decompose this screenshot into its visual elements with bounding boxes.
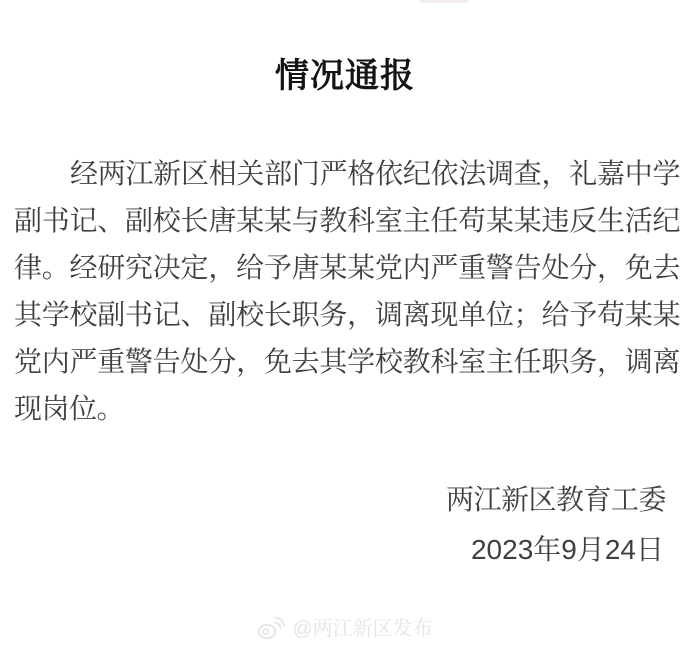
issuer-signature: 两江新区教育工委 <box>445 484 666 515</box>
notice-body-line: 其学校副书记、副校长职务，调离现单位；给予苟某某 <box>14 299 680 330</box>
notice-body-line: 律。经研究决定，给予唐某某党内严重警告处分，免去 <box>14 252 680 283</box>
notice-body-line: 党内严重警告处分，免去其学校教科室主任职务，调离 <box>14 346 680 377</box>
notice-body <box>14 150 680 432</box>
issue-date: 2023年9月24日 <box>470 534 664 565</box>
watermark <box>0 612 690 641</box>
notice-title: 情况通报 <box>275 57 415 95</box>
weibo-logo-icon <box>257 614 285 640</box>
notice-body-line: 经两江新区相关部门严格依纪依法调查，礼嘉中学 <box>70 158 680 189</box>
watermark-text: @两江新区发布 <box>292 618 433 640</box>
top-edge-artifact <box>420 0 468 3</box>
notice-body-line: 现岗位。 <box>14 393 125 424</box>
notice-body-line: 副书记、副校长唐某某与教科室主任苟某某违反生活纪 <box>14 205 680 236</box>
